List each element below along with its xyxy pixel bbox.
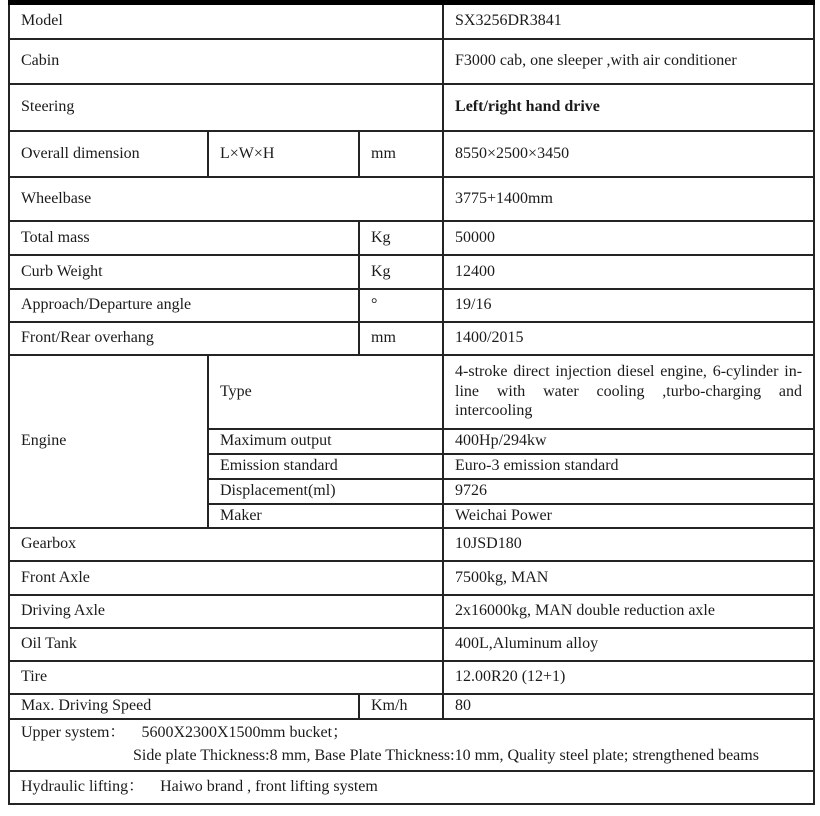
row-approach-departure-angle [9, 289, 814, 322]
driving-axle-label: Driving Axle [9, 595, 443, 628]
model-value: SX3256DR3841 [443, 3, 814, 39]
front-rear-overhang-value: 1400/2015 [443, 322, 814, 355]
row-total-mass [9, 221, 814, 255]
row-gearbox [9, 528, 814, 561]
total-mass-label: Total mass [9, 221, 359, 255]
cabin-label: Cabin [9, 39, 443, 84]
total-mass-value: 50000 [443, 221, 814, 255]
overall-dimension-label: Overall dimension [9, 131, 208, 177]
engine-max-output-label: Maximum output [208, 429, 443, 454]
curb-weight-value: 12400 [443, 255, 814, 289]
row-hydraulic-lifting [9, 771, 814, 804]
driving-axle-value: 2x16000kg, MAN double reduction axle [443, 595, 814, 628]
hydraulic-lifting-cell [9, 771, 814, 804]
row-model [9, 3, 814, 39]
truck-spec-table [8, 0, 815, 805]
engine-label: Engine [9, 355, 208, 528]
engine-max-output-value: 400Hp/294kw [443, 429, 814, 454]
gearbox-value: 10JSD180 [443, 528, 814, 561]
row-max-driving-speed [9, 694, 814, 719]
hydraulic-lifting-value: Haiwo brand , front lifting system [160, 778, 378, 796]
row-cabin [9, 39, 814, 84]
overall-dimension-sub: L×W×H [208, 131, 359, 177]
row-front-rear-overhang [9, 322, 814, 355]
wheelbase-value: 3775+1400mm [443, 177, 814, 221]
row-driving-axle [9, 595, 814, 628]
upper-system-detail: Side plate Thickness:8 mm, Base Plate Thickness:10 mm, Quality steel plate; strengthened beams [133, 747, 759, 764]
row-overall-dimension [9, 131, 814, 177]
engine-displacement-value: 9726 [443, 479, 814, 504]
wheelbase-label: Wheelbase [9, 177, 443, 221]
row-tire [9, 661, 814, 694]
row-wheelbase [9, 177, 814, 221]
row-curb-weight [9, 255, 814, 289]
cabin-value: F3000 cab, one sleeper ,with air conditioner [443, 39, 814, 84]
tire-value: 12.00R20 (12+1) [443, 661, 814, 694]
total-mass-unit: Kg [359, 221, 443, 255]
model-label: Model [9, 3, 443, 39]
approach-departure-unit: ° [359, 289, 443, 322]
row-engine-type [9, 355, 814, 429]
steering-label: Steering [9, 84, 443, 131]
row-steering [9, 84, 814, 131]
overall-dimension-unit: mm [359, 131, 443, 177]
upper-system-value: 5600X2300X1500mm bucket； [141, 724, 349, 742]
oil-tank-label: Oil Tank [9, 628, 443, 661]
oil-tank-value: 400L,Aluminum alloy [443, 628, 814, 661]
upper-system-label: Upper system： [21, 724, 126, 742]
curb-weight-label: Curb Weight [9, 255, 359, 289]
row-oil-tank [9, 628, 814, 661]
engine-emission-label: Emission standard [208, 454, 443, 479]
engine-maker-label: Maker [208, 504, 443, 528]
tire-label: Tire [9, 661, 443, 694]
approach-departure-value: 19/16 [443, 289, 814, 322]
engine-maker-value: Weichai Power [443, 504, 814, 528]
approach-departure-label: Approach/Departure angle [9, 289, 359, 322]
front-axle-value: 7500kg, MAN [443, 561, 814, 595]
row-upper-system [9, 719, 814, 771]
max-speed-value: 80 [443, 694, 814, 719]
steering-value: Left/right hand drive [443, 84, 814, 131]
gearbox-label: Gearbox [9, 528, 443, 561]
hydraulic-lifting-line1 [21, 777, 802, 797]
engine-type-value: 4-stroke direct injection diesel engine, 6-cylinder in-line with water cooling ,turbo-charging and intercooling [443, 355, 814, 429]
overall-dimension-value: 8550×2500×3450 [443, 131, 814, 177]
engine-type-label: Type [208, 355, 443, 429]
front-axle-label: Front Axle [9, 561, 443, 595]
hydraulic-lifting-label: Hydraulic lifting： [21, 778, 145, 796]
engine-displacement-label: Displacement(ml) [208, 479, 443, 504]
upper-system-line1 [21, 723, 802, 743]
engine-emission-value: Euro-3 emission standard [443, 454, 814, 479]
front-rear-overhang-label: Front/Rear overhang [9, 322, 359, 355]
curb-weight-unit: Kg [359, 255, 443, 289]
front-rear-overhang-unit: mm [359, 322, 443, 355]
row-front-axle [9, 561, 814, 595]
max-speed-unit: Km/h [359, 694, 443, 719]
max-speed-label: Max. Driving Speed [9, 694, 359, 719]
upper-system-cell [9, 719, 814, 771]
